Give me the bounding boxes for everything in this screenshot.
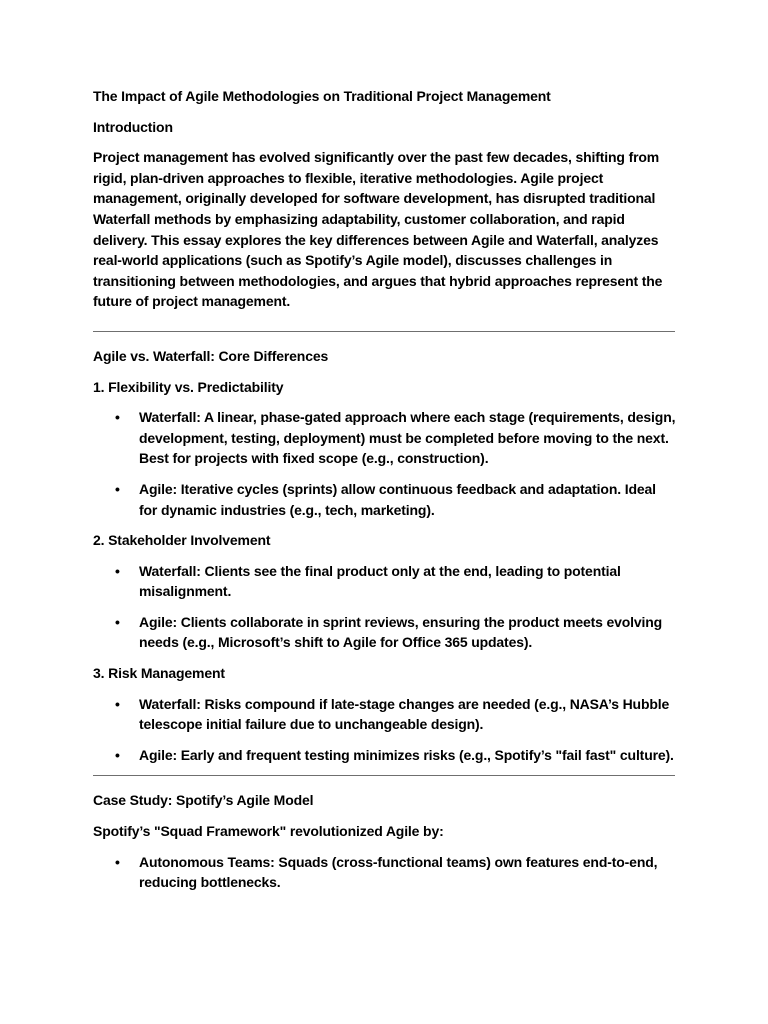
bullet-list-stakeholder [93, 561, 677, 653]
bullet-icon: • [115, 746, 120, 763]
list-item [93, 745, 677, 766]
list-item-text: Waterfall: Risks compound if late-stage changes are needed (e.g., NASA’s Hubble telescope initial failure due to unchangeable design). [139, 695, 670, 733]
list-item [93, 612, 677, 653]
section-divider [93, 775, 675, 776]
bullet-icon: • [115, 695, 120, 712]
subsection-heading-flexibility: 1. Flexibility vs. Predictability [93, 378, 284, 395]
bullet-icon: • [115, 853, 120, 870]
core-differences-heading: Agile vs. Waterfall: Core Differences [93, 347, 329, 364]
document-title: The Impact of Agile Methodologies on Traditional Project Management [93, 88, 551, 104]
list-item [93, 852, 677, 893]
list-item-text: Agile: Clients collaborate in sprint reviews, ensuring the product meets evolving needs (e.g., Microsoft’s shift to Agile for Office 365 updates). [139, 613, 663, 651]
bullet-icon: • [115, 562, 120, 579]
document-page [93, 86, 677, 903]
case-study-lead: Spotify’s "Squad Framework" revolutionized Agile by: [93, 823, 444, 840]
bullet-icon: • [115, 480, 120, 497]
bullet-list-case-study [93, 852, 677, 893]
bullet-icon: • [115, 409, 120, 426]
list-item-text: Waterfall: Clients see the final product only at the end, leading to potential misalignment. [139, 562, 621, 600]
section-divider [93, 331, 675, 332]
list-item [93, 694, 677, 735]
subsection-heading-stakeholder: 2. Stakeholder Involvement [93, 532, 271, 549]
list-item-text: Waterfall: A linear, phase-gated approach where each stage (requirements, design, development, testing, deployment) must be completed before moving to the next. Best for projects with fixed scope (e.g., construction). [139, 409, 676, 467]
bullet-list-risk [93, 694, 677, 766]
list-item-text: Autonomous Teams: Squads (cross-functional teams) own features end-to-end, reducing bottlenecks. [139, 853, 658, 891]
list-item [93, 561, 677, 602]
case-study-heading: Case Study: Spotify’s Agile Model [93, 792, 314, 809]
introduction-heading: Introduction [93, 118, 173, 135]
introduction-paragraph: Project management has evolved significantly over the past few decades, shifting from rigid, plan-driven approaches to flexible, iterative methodologies. Agile project management, originally developed for software development, has disrupted traditional Waterfall methods by emphasizing adaptability, customer collaboration, and rapid delivery. This essay explores the key differences between Agile and Waterfall, analyzes real-world applications (such as Spotify’s Agile model), discusses challenges in transitioning between methodologies, and argues that hybrid approaches represent the future of project management. [93, 149, 663, 310]
bullet-list-flexibility [93, 407, 677, 520]
list-item [93, 407, 677, 469]
list-item-text: Agile: Iterative cycles (sprints) allow continuous feedback and adaptation. Ideal for dynamic industries (e.g., tech, marketing). [139, 480, 656, 518]
list-item-text: Agile: Early and frequent testing minimizes risks (e.g., Spotify’s "fail fast" culture). [139, 746, 674, 763]
subsection-heading-risk: 3. Risk Management [93, 665, 225, 682]
bullet-icon: • [115, 613, 120, 630]
list-item [93, 479, 677, 520]
